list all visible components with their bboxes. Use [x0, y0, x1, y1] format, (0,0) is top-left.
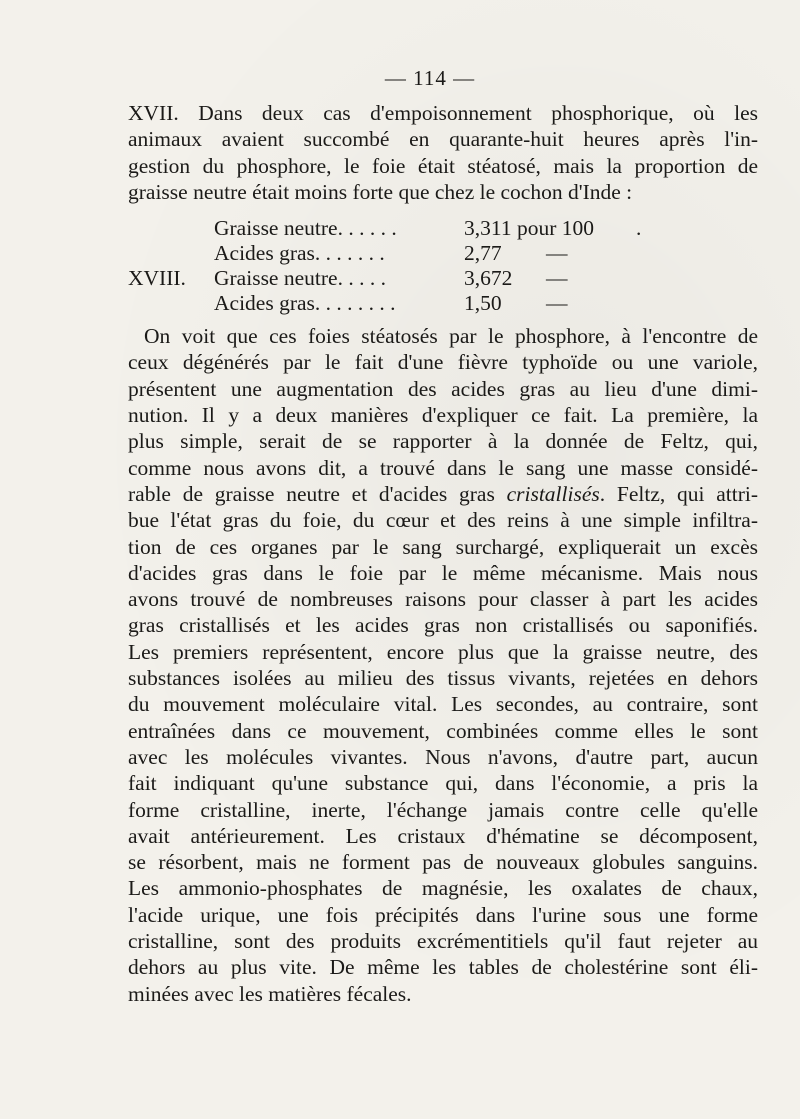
observation-number: XVIII. — [128, 266, 186, 291]
row-dash: . — [636, 216, 642, 241]
text-line: comme nous avons dit, a trouvé dans le sang une masse considé- — [128, 455, 758, 480]
text-line: cristalline, sont des produits excrémentitiels qu'il faut rejeter au — [128, 929, 758, 954]
table-row — [128, 240, 758, 266]
text-line: graisse neutre était moins forte que chez le cochon d'Inde : — [128, 179, 633, 204]
paragraph-explanation — [128, 323, 758, 1007]
text-line: Les premiers représentent, encore plus que la graisse neutre, des — [128, 639, 758, 664]
text-line: nution. Il y a deux manières d'expliquer ce fait. La première, la — [128, 403, 758, 428]
row-dash: — — [546, 291, 568, 316]
text-line: substances isolées au milieu des tissus vivants, rejetées en dehors — [128, 666, 758, 691]
text-line: l'acide urique, une fois précipités dans l'urine sous une forme — [128, 902, 758, 927]
table-row — [128, 290, 758, 316]
row-label: Acides gras. . . . . . . . — [214, 291, 396, 316]
page-number: — 114 — — [384, 66, 476, 90]
text-line: minées avec les matières fécales. — [128, 981, 412, 1006]
row-label: Graisse neutre. . . . . — [214, 266, 386, 291]
fat-composition-table — [128, 209, 758, 316]
paragraph-observation-xvii — [128, 100, 758, 205]
text-segment: . Feltz, qui attri- — [599, 481, 758, 506]
text-line: XVII. Dans deux cas d'empoisonnement phosphorique, où les — [128, 101, 758, 125]
body-text — [128, 100, 758, 1007]
text-segment: rable de graisse neutre et d'acides gras — [128, 481, 507, 506]
row-label: Graisse neutre. . . . . . — [214, 216, 397, 241]
table-row — [128, 265, 758, 291]
text-line: animaux avaient succombé en quarante-huit heures après l'in- — [128, 127, 758, 152]
text-line: tion de ces organes par le sang surchargé, expliquerait un excès — [128, 534, 758, 559]
row-label: Acides gras. . . . . . . — [214, 241, 385, 266]
text-line — [128, 481, 758, 507]
text-line: avait antérieurement. Les cristaux d'hématine se décomposent, — [128, 823, 758, 848]
text-line: gras cristallisés et les acides gras non cristallisés ou saponifiés. — [128, 613, 758, 638]
text-line: avec les molécules vivantes. Nous n'avons, d'autre part, aucun — [128, 744, 758, 769]
text-line: plus simple, serait de se rapporter à la donnée de Feltz, qui, — [128, 429, 758, 454]
italic-term: cristallisés — [506, 481, 600, 506]
text-line: entraînées dans ce mouvement, combinées comme elles le sont — [128, 718, 758, 743]
table-row — [128, 215, 758, 241]
row-dash: — — [546, 266, 568, 291]
text-line: fait indiquant qu'une substance qui, dans l'économie, a pris la — [128, 771, 758, 796]
text-line: Les ammonio-phosphates de magnésie, les oxalates de chaux, — [128, 876, 758, 901]
text-line: d'acides gras dans le foie par le même mécanisme. Mais nous — [128, 560, 758, 585]
row-value: 3,311 pour 100 — [464, 216, 594, 241]
text-line: se résorbent, mais ne forment pas de nouveaux globules sanguins. — [128, 850, 758, 875]
text-line: présentent une augmentation des acides gras au lieu d'une dimi- — [128, 376, 758, 401]
text-line: forme cristalline, inerte, l'échange jamais contre celle qu'elle — [128, 797, 758, 822]
text-line: dehors au plus vite. De même les tables de cholestérine sont éli- — [128, 955, 758, 980]
text-line: bue l'état gras du foie, du cœur et des reins à une simple infiltra- — [128, 508, 758, 533]
row-value: 2,77 — [464, 241, 502, 266]
text-line: du mouvement moléculaire vital. Les secondes, au contraire, sont — [128, 692, 758, 717]
text-line: gestion du phosphore, le foie était stéatosé, mais la proportion de — [128, 153, 758, 178]
row-value: 3,672 — [464, 266, 513, 291]
text-line: On voit que ces foies stéatosés par le phosphore, à l'encontre de — [144, 324, 758, 349]
text-line: ceux dégénérés par le fait d'une fièvre typhoïde ou une variole, — [128, 350, 758, 375]
text-line: avons trouvé de nombreuses raisons pour classer à part les acides — [128, 587, 758, 612]
row-dash: — — [546, 241, 568, 266]
row-value: 1,50 — [464, 291, 502, 316]
